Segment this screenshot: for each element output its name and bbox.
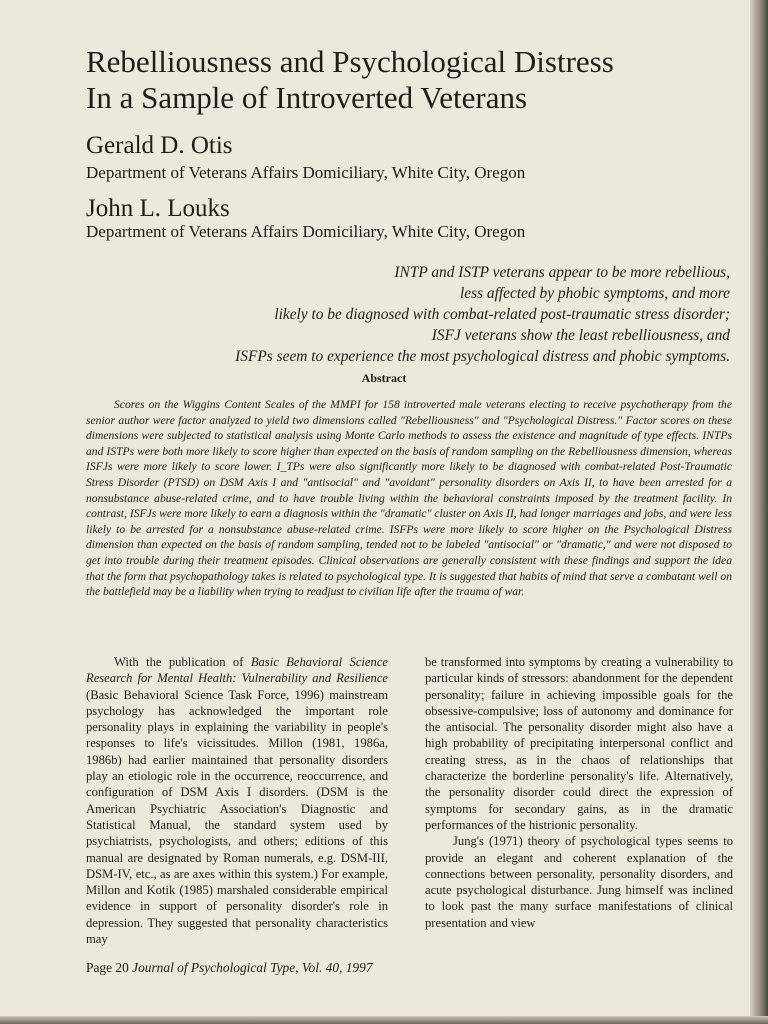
title-line-2: In a Sample of Introverted Veterans bbox=[86, 80, 528, 115]
summary-line-5: ISFPs seem to experience the most psychological distress and phobic symptoms. bbox=[235, 348, 730, 365]
abstract-text: Scores on the Wiggins Content Scales of the MMPI for 158 introverted male veterans electing to receive psychotherapy from the senior author were factor analyzed to yield two dimensions called "Rebelliousness" and "Psychological Distress." Factor scores on these dimensions were subjected to statistical analysis using Monte Carlo methods to assess the existence and magnitude of type effects. INTPs and ISTPs were both more likely to score higher than expected on the basis of random sampling on the Rebelliousness dimension, whereas ISFJs were more likely to score lower. I_TPs were also significantly more likely to be diagnosed with combat-related Post-Traumatic Stress Disorder (PTSD) on DSM Axis I and "antisocial" and "avoidant" personality disorders on Axis II, to have been arrested for a nonsubstance abuse-related crime, and to have trouble living within the behavioral constraints imposed by the treatment facility. In contrast, ISFJs were more likely to earn a diagnosis within the "dramatic" cluster on Axis II, had longer marriages and jobs, and were less likely to be arrested for a nonsubstance abuse-related crime. ISFPs were more likely to score higher on the Psychological Distress dimension than expected on the basis of random sampling, tended not to be labeled "antisocial" or "dramatic," and were not disposed to get into trouble during their treatment episodes. Clinical observations are generally consistent with these findings and support the idea that the form that psychopathology takes is related to psychological type. It is suggested that habits of mind that serve a combatant well on the battlefield may be a liability when trying to readjust to civilian life after the trauma of war. bbox=[86, 398, 732, 599]
abstract-heading: Abstract bbox=[361, 371, 407, 385]
summary-line-1: INTP and ISTP veterans appear to be more rebellious, bbox=[394, 264, 730, 281]
journal-citation: Journal of Psychological Type, Vol. 40, 1997 bbox=[132, 960, 373, 975]
author-affiliation-1: Department of Veterans Affairs Domiciliary, White City, Oregon bbox=[86, 163, 526, 182]
article-summary bbox=[200, 262, 730, 367]
summary-line-4: ISFJ veterans show the least rebelliousness, and bbox=[431, 327, 730, 344]
article-title bbox=[86, 44, 726, 116]
page-bottom-edge bbox=[0, 1016, 768, 1024]
body-column-left bbox=[86, 654, 388, 947]
summary-line-2: less affected by phobic symptoms, and more bbox=[460, 285, 730, 302]
author-name-1: Gerald D. Otis bbox=[86, 132, 233, 159]
page-binding-edge bbox=[750, 0, 768, 1024]
body-column-right bbox=[425, 654, 733, 931]
title-line-1: Rebelliousness and Psychological Distress bbox=[86, 44, 614, 79]
author-affiliation-2: Department of Veterans Affairs Domiciliary, White City, Oregon bbox=[86, 222, 526, 241]
body-left-text-b: (Basic Behavioral Science Task Force, 1996) mainstream psychology has acknowledged the important role personality plays in explaining the variability in people's responses to life's vicissitudes. Millon (1981, 1986a, 1986b) had earlier maintained that personality disorders play an etiologic role in the occurrence, reoccurrence, and configuration of DSM Axis I disorders. (DSM is the American Psychiatric Association's Diagnostic and Statistical Manual, the standard system used by psychiatrists, psychologists, and others; editions of this manual are designated by Roman numerals, e.g. DSM-III, DSM-IV, etc., as are axes within this system.) For example, Millon and Kotik (1985) marshaled considerable empirical evidence in support of personality disorder's role in depression. They suggested that personality characteristics may bbox=[86, 687, 388, 947]
page-number: Page 20 bbox=[86, 960, 129, 975]
cited-report-title: Basic Behavioral Science Research for Mental Health: Vulnerability and Resilience bbox=[86, 655, 388, 686]
body-right-paragraph-2: Jung's (1971) theory of psychological types seems to provide an elegant and coherent explanation of the connections between personality, personality disorders, and acute psychological disturbance. Jung himself was inclined to look past the many surface manifestations of clinical presentation and view bbox=[425, 834, 733, 930]
author-name-2: John L. Louks bbox=[86, 195, 230, 222]
page-footer bbox=[86, 960, 373, 976]
body-right-paragraph-1: be transformed into symptoms by creating a vulnerability to particular kinds of stressors: abandonment for the dependent personality; failure in achieving impossible goals for the obsessive-compulsive; loss of autonomy and dominance for the antisocial. The personality disorder might also have a high probability of precipitating interpersonal conflict and creating stress, as in the chaos of relationships that characterize the borderline personality's life. Alternatively, the personality disorder could direct the expression of symptoms for secondary gains, as in the dramatic performances of the histrionic personality. bbox=[425, 655, 733, 832]
summary-line-3: likely to be diagnosed with combat-related post-traumatic stress disorder; bbox=[274, 306, 730, 323]
body-left-text-a: With the publication of bbox=[114, 655, 251, 669]
